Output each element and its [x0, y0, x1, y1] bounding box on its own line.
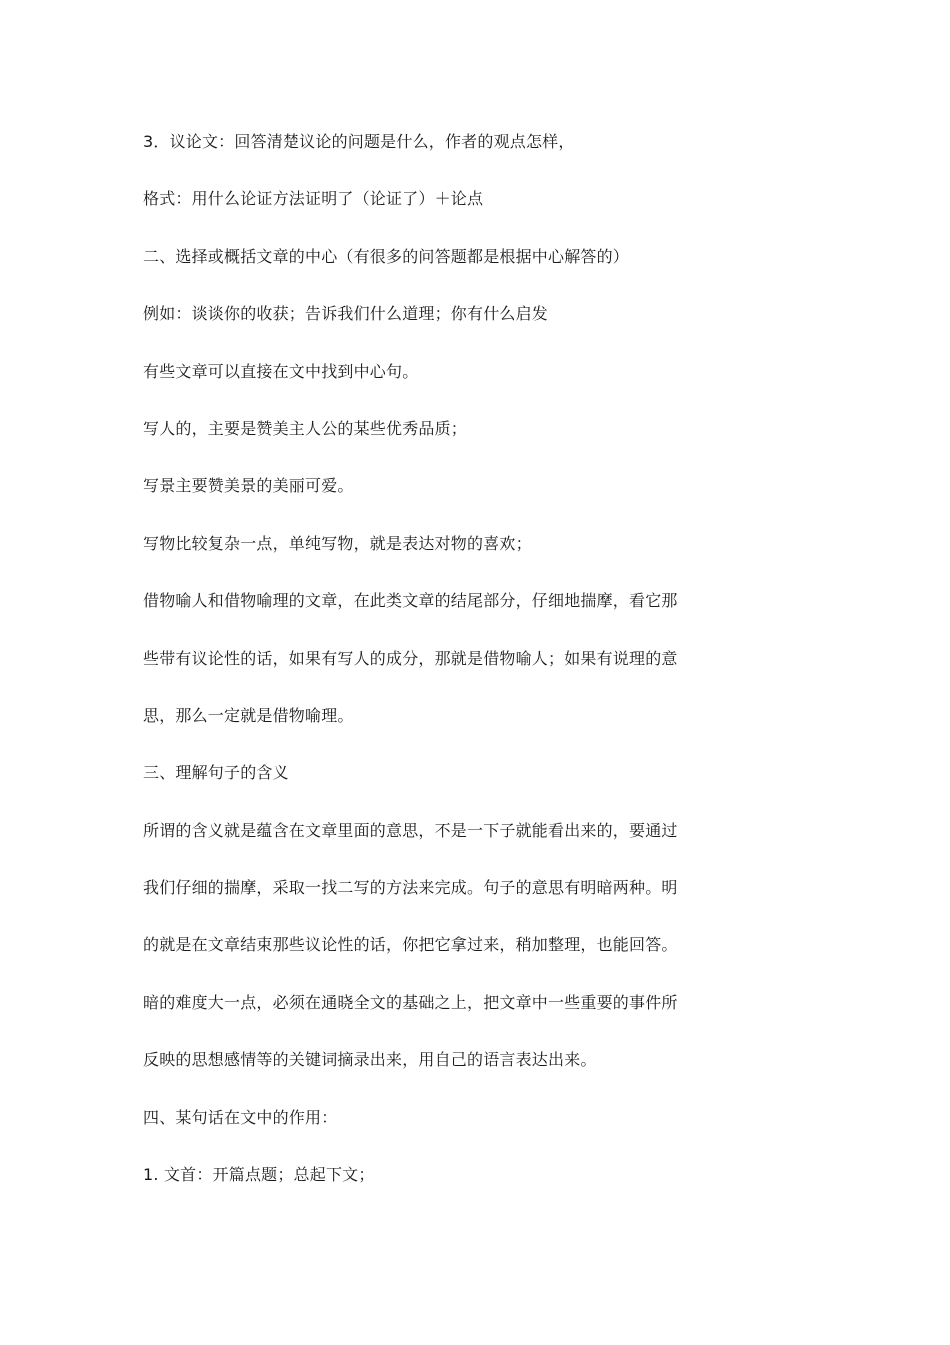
- paragraph-line: 我们仔细的揣摩，采取一找二写的方法来完成。句子的意思有明暗两种。明: [143, 878, 678, 898]
- section-heading: 二、选择或概括文章的中心（有很多的问答题都是根据中心解答的）: [143, 246, 630, 266]
- paragraph-line: 些带有议论性的话，如果有写人的成分，那就是借物喻人；如果有说理的意: [143, 648, 678, 668]
- paragraph-line: 写人的，主要是赞美主人公的某些优秀品质；: [143, 418, 468, 438]
- paragraph-line: 的就是在文章结束那些议论性的话，你把它拿过来，稍加整理，也能回答。: [143, 935, 678, 955]
- paragraph-line: 暗的难度大一点，必须在通晓全文的基础之上，把文章中一些重要的事件所: [143, 992, 678, 1012]
- paragraph-line: 所谓的含义就是蕴含在文章里面的意思，不是一下子就能看出来的，要通过: [143, 820, 678, 840]
- section-heading: 四、某句话在文中的作用：: [143, 1107, 338, 1127]
- paragraph-line: 3．议论文：回答清楚议论的问题是什么，作者的观点怎样，: [143, 132, 575, 151]
- list-item: 1. 文首：开篇点题；总起下文；: [143, 1165, 375, 1185]
- paragraph-line: 写物比较复杂一点，单纯写物，就是表达对物的喜欢；: [143, 533, 532, 553]
- paragraph-line: 写景主要赞美景的美丽可爱。: [143, 476, 354, 496]
- paragraph-line: 思，那么一定就是借物喻理。: [143, 705, 354, 725]
- paragraph-line: 例如：谈谈你的收获；告诉我们什么道理；你有什么启发: [143, 304, 549, 324]
- paragraph-line: 借物喻人和借物喻理的文章，在此类文章的结尾部分，仔细地揣摩，看它那: [143, 591, 678, 611]
- paragraph-line: 反映的思想感情等的关键词摘录出来，用自己的语言表达出来。: [143, 1050, 597, 1070]
- paragraph-line: 格式：用什么论证方法证明了（论证了）＋论点: [143, 189, 484, 209]
- section-heading: 三、理解句子的含义: [143, 763, 289, 783]
- document-body: [143, 132, 713, 1222]
- paragraph-line: 有些文章可以直接在文中找到中心句。: [143, 361, 419, 381]
